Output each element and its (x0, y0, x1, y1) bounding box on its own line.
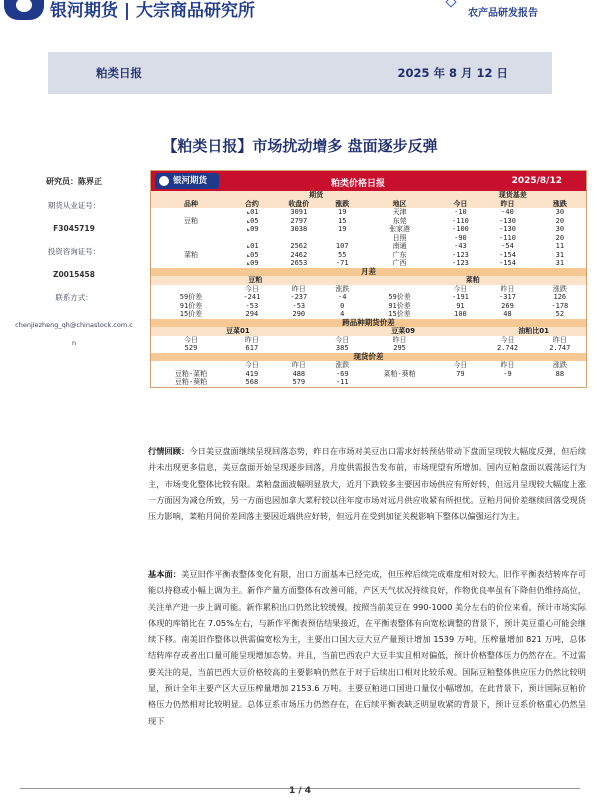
cross-names-row (151, 327, 586, 336)
cert-value: F3045719 (53, 224, 95, 233)
table-row (151, 242, 586, 251)
basis-yesterday-cell: -54 (501, 242, 514, 250)
spread-cell: 100 (454, 310, 467, 318)
researcher-label: 研究员：陈界正 (46, 177, 102, 186)
cross-col: 今日 (500, 335, 515, 344)
close-cell: 2797 (290, 216, 308, 225)
table-row (151, 225, 586, 234)
market-review-text: 今日美豆盘面继续呈现回落态势，昨日在市场对美豆出口需求好转预估带动下盘面呈现较大幅度反弹，但后续并未出现更多信息，美豆盘面开始呈现逐步回落，月度供需报告发布前，市场现望有所增加。国内豆粕盘面以震荡运行为主，市场变化整体比较有限。菜粕盘面波幅明显放大，近月下跌较多主要因市场供应有所好转，但远月呈现较大幅度上涨一方面因为减仓所致，另一方面也因加拿大菜籽较以往年度市场对远月供应收紧有所担忧。豆粕月间价差继续回落受现货压力影响，菜粕月间价差回落主要因近端供应好转，但远月在受到加征关税影响下整体以偏强运行为主。 (148, 446, 586, 522)
spot-spread-cell: 豆粕-葵粕 (174, 378, 208, 386)
spread-cell: 15价差 (179, 310, 203, 318)
spot-spread-cell (481, 378, 533, 387)
galaxy-logo-icon (4, 0, 44, 20)
spot-spread-label: 现货价差 (151, 353, 586, 362)
org-name: 银河期货 | 大宗商品研究所 (50, 1, 256, 21)
spread-cell: -178 (551, 301, 569, 310)
basis-today-cell: -123 (452, 259, 469, 267)
futures-label: 期货 (273, 191, 360, 200)
spot-col: 今日 (244, 361, 259, 369)
table-row (151, 378, 586, 387)
rape-label: 菜粕 (360, 276, 586, 285)
price-table (150, 170, 587, 388)
contract-value: 05 (250, 216, 259, 225)
spread-cell: 91价差 (179, 301, 203, 310)
basis-change-cell: 30 (555, 208, 565, 216)
contract-cell (231, 259, 273, 268)
spot-spread-cell: -9 (503, 369, 512, 378)
contract-value: 01 (250, 242, 259, 250)
close-cell: 2462 (290, 250, 308, 259)
basis-change-cell: 30 (555, 225, 565, 233)
change-cell: 55 (338, 250, 347, 259)
basis-yesterday-cell: -110 (499, 233, 516, 242)
spread-cols-row (151, 285, 586, 294)
spread-cell: 91 (456, 301, 465, 310)
change-cell: -71 (335, 259, 349, 267)
contract-cell (231, 225, 273, 234)
page-number: 1 / 4 (288, 786, 312, 796)
spread-cell: 126 (553, 293, 567, 301)
region-cell: 广东 (392, 250, 407, 259)
basis-change-cell: 31 (555, 250, 565, 259)
spread-cell: 52 (555, 310, 565, 318)
col-header: 收盘价 (273, 200, 325, 209)
spread-cell: 59价差 (179, 293, 203, 301)
col-header: 昨日 (481, 200, 533, 209)
spread-cell: 15价差 (388, 310, 411, 318)
col-header: 涨跌 (534, 200, 586, 209)
change-cell: 107 (335, 242, 349, 250)
spread-cell: -241 (243, 293, 261, 301)
spot-spread-cell: 419 (245, 369, 259, 378)
col-header: 品种 (151, 200, 231, 209)
cross-section-row (151, 319, 586, 328)
market-review-paragraph (148, 443, 586, 524)
region-cell: 日照 (392, 233, 407, 242)
cross-label: 跨品种期货价差 (151, 319, 586, 328)
spot-spread-cell: -69 (335, 369, 349, 378)
spot-col: 昨日 (500, 361, 515, 369)
spot-label: 现货基差 (440, 191, 586, 200)
cross-col: 昨日 (244, 335, 259, 344)
spread-cell: -53 (245, 301, 259, 310)
spot-spread-cell: -11 (335, 378, 349, 386)
header-title: 粕类日报 (96, 66, 142, 80)
spread-section-row (151, 268, 586, 277)
close-cell: 3038 (290, 225, 308, 233)
spread-col: 昨日 (500, 284, 515, 293)
change-cell: 15 (338, 216, 347, 225)
spot-spread-cell: 579 (292, 378, 306, 386)
spot-spread-cell (534, 378, 586, 387)
cross-value: 2.742 (496, 344, 519, 352)
futures-body (151, 208, 586, 268)
market-review-lead: 行情回顾： (148, 446, 190, 456)
spread-col: 涨跌 (552, 284, 567, 293)
top-band (0, 0, 600, 26)
col-header: 地区 (360, 200, 440, 209)
spot-col: 昨日 (291, 361, 306, 369)
cross-value: 529 (184, 344, 198, 352)
basis-today-cell: -110 (452, 216, 469, 225)
spread-cell: -4 (338, 293, 347, 301)
variety-cell: 豆粕 (183, 216, 198, 225)
spread-cell: 294 (245, 310, 259, 318)
spot-spread-cell: 79 (456, 369, 465, 378)
region-cell: 天津 (392, 208, 407, 216)
spread-col: 今日 (453, 284, 468, 293)
cross-col: 昨日 (552, 335, 567, 344)
basis-today-cell: -90 (454, 233, 467, 242)
contract-cell (231, 217, 273, 226)
cross-cols-row (151, 336, 586, 345)
spot-col: 涨跌 (335, 361, 350, 369)
spot-spread-cell: 豆粕-菜粕 (174, 369, 208, 378)
fundamentals-paragraph (148, 566, 586, 729)
table-row (151, 302, 586, 311)
contact-label: 联系方式： (55, 293, 93, 302)
col-header: 涨跌 (325, 200, 360, 209)
spread-label: 月差 (151, 268, 586, 277)
region-cell: 广西 (392, 259, 407, 267)
basis-yesterday-cell: -130 (499, 216, 516, 225)
cross-value: 295 (393, 344, 406, 352)
basis-change-cell: 31 (555, 259, 565, 267)
report-type: 农产品研发报告 (468, 8, 538, 19)
spread-col: 涨跌 (335, 284, 350, 293)
region-cell: 南通 (392, 242, 407, 250)
basis-yesterday-cell: -130 (499, 225, 516, 233)
contract-value: 05 (250, 250, 259, 259)
spread-col: 今日 (244, 284, 259, 293)
cross-col: 今日 (183, 335, 198, 344)
table-title: 粕类价格日报 (331, 179, 386, 189)
invest-label: 投资咨询证号： (47, 247, 101, 256)
spread-cell: 269 (501, 301, 514, 310)
table-row (151, 217, 586, 226)
cross-a: 豆菜01 (151, 327, 325, 336)
spread-cell: -191 (452, 293, 469, 301)
spread-cell: -53 (292, 301, 306, 310)
close-cell: 3091 (290, 208, 308, 216)
col-header: 今日 (440, 200, 482, 209)
cross-b: 豆菜09 (325, 327, 482, 336)
close-cell: 2562 (290, 242, 308, 250)
header-band (48, 52, 552, 94)
spot-col: 涨跌 (552, 361, 567, 369)
header-date: 2025 年 8 月 12 日 (397, 66, 508, 80)
spot-spread-cell: 488 (292, 369, 306, 378)
basis-yesterday-cell: -154 (499, 259, 516, 267)
basis-today-cell: -100 (452, 225, 469, 233)
fundamentals-lead: 基本面： (148, 569, 182, 579)
cross-value: 385 (335, 344, 349, 352)
variety-cell (151, 225, 231, 234)
variety-cell (151, 208, 231, 217)
contract-value: 09 (250, 225, 259, 233)
spread-cell: 290 (292, 310, 306, 318)
spot-spread-cell: 菜粕-葵粕 (383, 369, 416, 378)
table-date: 2025/8/12 (511, 176, 562, 186)
sidebar (14, 176, 134, 352)
spread-cell: -317 (499, 293, 516, 301)
region-cell: 张家港 (389, 225, 411, 233)
contract-cell (231, 251, 273, 260)
spot-spread-cell (440, 378, 482, 387)
close-cell (273, 234, 325, 243)
table-row (151, 293, 586, 302)
email-link[interactable]: chenjiezheng_qh@chinastock.com.cn (15, 321, 133, 347)
invest-value: Z0015458 (53, 270, 95, 279)
spread-cell: 91价差 (388, 301, 411, 310)
spread-cell: -237 (290, 293, 308, 301)
spot-spread-cell: 568 (245, 378, 259, 386)
basis-today-cell: -43 (454, 242, 467, 250)
basis-change-cell: 20 (555, 216, 565, 225)
spread-cell: 48 (503, 310, 512, 318)
cross-col: 昨日 (392, 335, 407, 344)
spot-spread-cell (360, 378, 440, 387)
variety-cell: 菜粕 (183, 250, 198, 259)
spot-spread-cell: 88 (555, 369, 565, 378)
contract-cell (231, 234, 273, 243)
basis-today-cell: -10 (454, 208, 467, 216)
table-row (151, 251, 586, 260)
spot-spread-section-row (151, 353, 586, 362)
basis-yesterday-cell: -154 (499, 250, 516, 259)
spread-col: 昨日 (291, 284, 306, 293)
basis-change-cell: 11 (555, 242, 565, 250)
cert-label: 期货从业证号： (47, 201, 101, 210)
spot-body (151, 370, 586, 387)
spread-cell: 4 (340, 310, 345, 318)
col-header: 合约 (231, 200, 273, 209)
change-cell: 19 (338, 225, 347, 233)
basis-today-cell: -123 (452, 250, 469, 259)
spot-col: 今日 (453, 361, 468, 369)
variety-cell (151, 234, 231, 243)
spread-variety-row (151, 276, 586, 285)
basis-yesterday-cell: -40 (501, 208, 514, 216)
basis-change-cell: 20 (555, 233, 565, 242)
contract-cell (231, 208, 273, 217)
table-row (151, 234, 586, 243)
soy-label: 豆粕 (151, 276, 360, 285)
group-header-row (151, 191, 586, 200)
variety-cell (151, 242, 231, 251)
main-title: 【粕类日报】市场扰动增多 盘面逐步反弹 (162, 137, 438, 155)
cross-c: 油粕比01 (481, 327, 586, 336)
fundamentals-text: 美豆旧作平衡表整体变化有限，出口方面基本已经完成，但压榨后续完成难度相对较大。旧作平衡表结转库存可能以持稳或小幅上调为主。新作产量方面整体有改善可能，产区天气状况持续良好，作物优良率虽有下降但仍维持高位，关注单产进一步上调可能。新作累积出口仍然比较缓慢，按照当前美豆在 990-1000 美分左右的价位来看，预计市场实际体现的库销比在 7.05%左右，与新作平衡表预估结果接近，在平衡表整体有向宽松调整的背景下，预计美豆重心可能会继续下移。南美旧作整体以供需偏宽松为主，主要出口国大豆大豆产量预计增加 1539 万吨，压榨量增加 821 万吨，总体结转库存或者出口量可能呈现增加态势。并且，当前巴西农户大豆丰实且相对偏低，预计价格整体压力仍然存在。不过需要关注的是，当前巴西大豆价格较高的主要影响仍然在于对于后续出口相对比较乐观。国际豆粕整体供应压力仍然比较明显，预计全年主要产区大豆压榨量增加 2153.6 万吨。主要豆粕进口国进口量仅小幅增加，在此背景下，预计国际豆粕价格压力仍然相对比较明显。总体豆系市场压力仍然存在，在后续平衡表缺乏明显收紧的背景下，预计豆系价格重心仍然呈现下 (148, 569, 586, 726)
contract-cell (231, 242, 273, 251)
diamond-icon (445, 0, 456, 8)
table-brand: 银河期货 (155, 173, 219, 189)
variety-cell (151, 259, 231, 268)
change-cell (325, 234, 360, 243)
contract-value: 09 (250, 259, 259, 267)
spread-body (151, 293, 586, 319)
cross-col: 今日 (335, 335, 350, 344)
spread-cell: 0 (340, 301, 345, 310)
spread-cell: 59价差 (388, 293, 411, 301)
spot-cols-row (151, 361, 586, 370)
table-row (151, 208, 586, 217)
region-cell: 东莞 (392, 216, 407, 225)
price-table-title-bar (151, 171, 586, 191)
table-row (151, 370, 586, 379)
contract-value: 01 (250, 208, 259, 216)
cross-value: 617 (245, 344, 259, 352)
close-cell: 2653 (290, 259, 308, 267)
column-header-row (151, 200, 586, 209)
price-grid (151, 191, 586, 387)
change-cell: 19 (338, 208, 347, 216)
cross-value: 2.747 (549, 344, 571, 352)
